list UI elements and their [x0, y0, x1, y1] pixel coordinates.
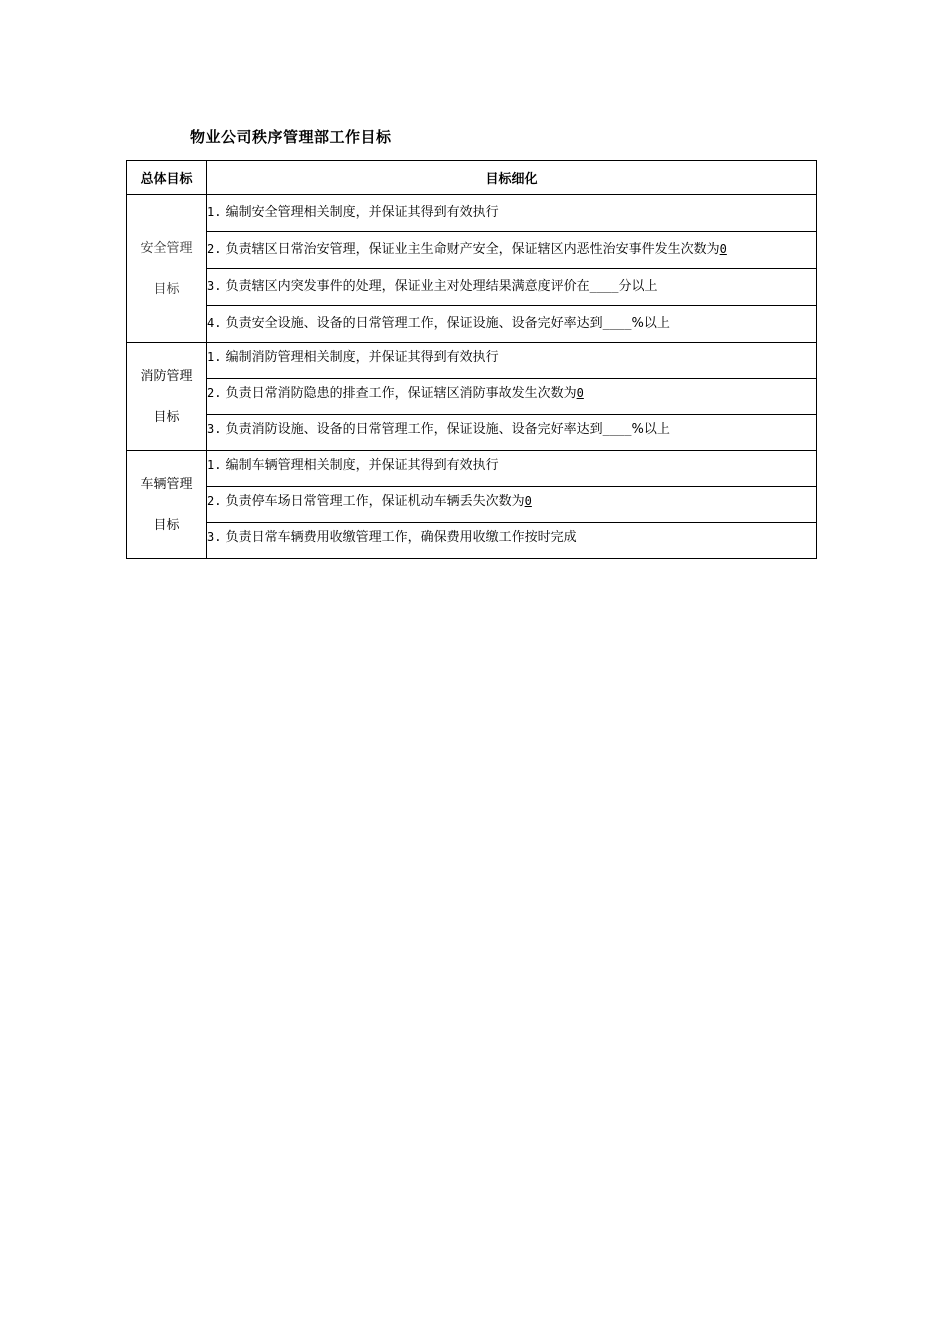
table-row [127, 451, 817, 487]
item-text: 负责消防设施、设备的日常管理工作，保证设施、设备完好率达到 [225, 422, 603, 437]
category-label: 目标 [153, 517, 180, 533]
item-text: 负责安全设施、设备的日常管理工作，保证设施、设备完好率达到 [225, 316, 603, 331]
category-fire [127, 343, 207, 451]
item-number: 2. [207, 242, 222, 256]
item-text: 负责日常消防隐患的排查工作，保证辖区消防事故发生次数为 [225, 386, 577, 401]
item-text: 负责停车场日常管理工作，保证机动车辆丢失次数为 [225, 494, 525, 509]
header-goal-detail: 目标细化 [207, 161, 817, 195]
table-row [127, 195, 817, 232]
table-header-row [127, 161, 817, 195]
item-suffix: %以上 [631, 316, 670, 331]
item-blank: 0 [576, 386, 584, 400]
goal-item [207, 523, 817, 559]
item-suffix: 分以上 [618, 279, 658, 294]
item-blank: ____ [602, 316, 632, 330]
item-number: 2. [207, 386, 222, 400]
item-suffix: %以上 [631, 422, 670, 437]
table-row [127, 343, 817, 379]
table-row [127, 415, 817, 451]
category-vehicle [127, 451, 207, 559]
item-text: 负责日常车辆费用收缴管理工作，确保费用收缴工作按时完成 [225, 530, 577, 545]
document-title: 物业公司秩序管理部工作目标 [190, 128, 392, 146]
category-label: 安全管理 [140, 240, 193, 256]
item-text: 编制车辆管理相关制度，并保证其得到有效执行 [225, 458, 499, 473]
category-label: 目标 [153, 281, 180, 297]
table-row [127, 487, 817, 523]
table-row [127, 232, 817, 269]
goal-item [207, 487, 817, 523]
item-text: 负责辖区内突发事件的处理，保证业主对处理结果满意度评价在 [225, 279, 590, 294]
item-text: 编制消防管理相关制度，并保证其得到有效执行 [225, 350, 499, 365]
category-label: 目标 [153, 409, 180, 425]
item-number: 4. [207, 316, 222, 330]
item-blank: 0 [719, 242, 727, 256]
table-row [127, 306, 817, 343]
goal-item [207, 343, 817, 379]
category-label: 车辆管理 [140, 476, 193, 492]
goal-item [207, 451, 817, 487]
item-text: 负责辖区日常治安管理，保证业主生命财产安全，保证辖区内恶性治安事件发生次数为 [225, 242, 720, 257]
category-label: 消防管理 [140, 368, 193, 384]
header-overall-goal: 总体目标 [127, 161, 207, 195]
category-safety [127, 195, 207, 343]
item-number: 3. [207, 530, 222, 544]
item-number: 1. [207, 458, 222, 472]
item-number: 2. [207, 494, 222, 508]
item-text: 编制安全管理相关制度，并保证其得到有效执行 [225, 205, 499, 220]
table-row [127, 379, 817, 415]
goals-table [126, 160, 817, 559]
goal-item [207, 195, 817, 232]
goal-item [207, 269, 817, 306]
goal-item [207, 232, 817, 269]
item-number: 3. [207, 279, 222, 293]
item-blank: ____ [602, 422, 632, 436]
item-number: 3. [207, 422, 222, 436]
table-row [127, 269, 817, 306]
table-row [127, 523, 817, 559]
item-number: 1. [207, 205, 222, 219]
goal-item [207, 306, 817, 343]
item-blank: ____ [589, 279, 619, 293]
goal-item [207, 415, 817, 451]
item-blank: 0 [524, 494, 532, 508]
item-number: 1. [207, 350, 222, 364]
goal-item [207, 379, 817, 415]
